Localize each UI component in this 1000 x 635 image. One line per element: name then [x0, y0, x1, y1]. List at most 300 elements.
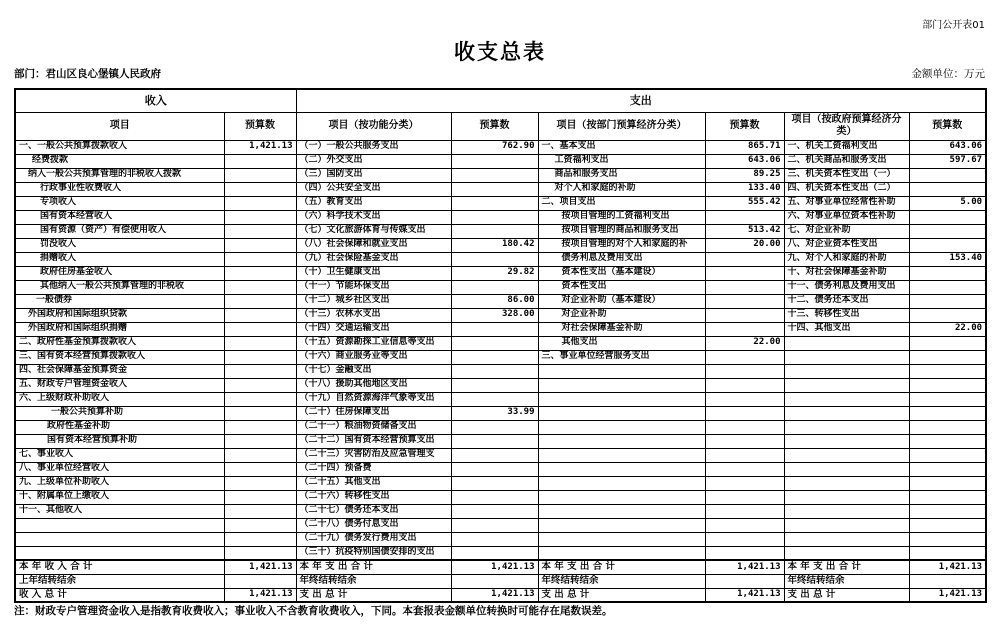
- functional-item-cell: （九）社会保险基金支出: [296, 252, 451, 266]
- income-item-cell: 捐赠收入: [15, 252, 224, 266]
- income-item-cell: 政府住房基金收入: [15, 266, 224, 280]
- dept-econ-item-cell: [538, 490, 705, 504]
- gov-econ-value-cell: 22.00: [909, 322, 986, 336]
- dept-econ-value-cell: [705, 280, 784, 294]
- income-item-cell: 外国政府和国际组织捐赠: [15, 322, 224, 336]
- dept-econ-item-cell: 对个人和家庭的补助: [538, 182, 705, 196]
- table-row: [15, 294, 986, 308]
- income-item-cell: 国有资本经营收入: [15, 210, 224, 224]
- dept-econ-value-cell: [705, 448, 784, 462]
- functional-item-cell: （二十七）债务还本支出: [296, 504, 451, 518]
- functional-item-cell: （十一）节能环保支出: [296, 280, 451, 294]
- functional-item-cell: （二十）住房保障支出: [296, 406, 451, 420]
- income-value-cell: [224, 420, 296, 434]
- col-header-dept-econ-budget: 预算数: [705, 112, 784, 140]
- page-title: 收支总表: [454, 40, 546, 64]
- income-item-cell: 十一、其他收入: [15, 504, 224, 518]
- income-value-cell: [224, 476, 296, 490]
- income-total-value-cell: 1,421.13: [224, 560, 296, 574]
- income-item-cell: [15, 532, 224, 546]
- doc-code-label: 部门公开表01: [922, 20, 985, 31]
- income-value-cell: [224, 546, 296, 560]
- gov-econ-item-cell: [784, 378, 909, 392]
- income-item-cell: 其他纳入一般公共预算管理的非税收: [15, 280, 224, 294]
- dept-econ-item-cell: [538, 448, 705, 462]
- income-value-cell: [224, 378, 296, 392]
- functional-item-cell: （四）公共安全支出: [296, 182, 451, 196]
- functional-item-cell: （二十八）债务付息支出: [296, 518, 451, 532]
- income-item-cell: 十、附属单位上缴收入: [15, 490, 224, 504]
- dept-econ-value-cell: 89.25: [705, 168, 784, 182]
- functional-item-cell: （二十五）其他支出: [296, 476, 451, 490]
- gov-econ-value-cell: [909, 476, 986, 490]
- functional-value-cell: 29.82: [451, 266, 538, 280]
- functional-item-cell: （二十三）灾害防治及应急管理支: [296, 448, 451, 462]
- income-value-cell: [224, 196, 296, 210]
- functional-value-cell: 328.00: [451, 308, 538, 322]
- gov-econ-item-cell: 五、对事业单位经常性补助: [784, 196, 909, 210]
- income-value-cell: 1,421.13: [224, 140, 296, 154]
- totals-row: [15, 588, 986, 602]
- gov-econ-item-cell: [784, 476, 909, 490]
- table-row: [15, 280, 986, 294]
- functional-value-cell: 180.42: [451, 238, 538, 252]
- gov-econ-item-cell: [784, 336, 909, 350]
- dept-econ-item-cell: 按项目管理的对个人和家庭的补: [538, 238, 705, 252]
- table-row: [15, 462, 986, 476]
- gov-econ-item-cell: 四、机关资本性支出（二）: [784, 182, 909, 196]
- income-value-cell: [224, 462, 296, 476]
- gov-econ-value-cell: [909, 378, 986, 392]
- table-row: [15, 546, 986, 560]
- gov-econ-item-cell: [784, 350, 909, 364]
- functional-value-cell: [451, 378, 538, 392]
- totals-row: [15, 560, 986, 574]
- functional-item-cell: （十）卫生健康支出: [296, 266, 451, 280]
- gov-econ-value-cell: [909, 406, 986, 420]
- functional-item-cell: （十五）资源勘探工业信息等支出: [296, 336, 451, 350]
- dept-econ-item-cell: [538, 378, 705, 392]
- income-item-cell: 纳入一般公共预算管理的非税收入拨款: [15, 168, 224, 182]
- functional-value-cell: [451, 462, 538, 476]
- gov-econ-value-cell: [909, 266, 986, 280]
- dept-econ-value-cell: [705, 378, 784, 392]
- gov-econ-item-cell: [784, 392, 909, 406]
- table-row: [15, 210, 986, 224]
- gov-econ-total-label-cell: 支 出 总 计: [784, 588, 909, 602]
- table-row: [15, 168, 986, 182]
- functional-value-cell: [451, 210, 538, 224]
- dept-econ-item-cell: 对社会保障基金补助: [538, 322, 705, 336]
- table-row: [15, 406, 986, 420]
- gov-econ-value-cell: [909, 448, 986, 462]
- gov-econ-item-cell: 一、机关工资福利支出: [784, 140, 909, 154]
- income-value-cell: [224, 168, 296, 182]
- table-row: [15, 266, 986, 280]
- functional-item-cell: （十三）农林水支出: [296, 308, 451, 322]
- functional-value-cell: [451, 196, 538, 210]
- functional-value-cell: [451, 224, 538, 238]
- income-value-cell: [224, 224, 296, 238]
- dept-econ-value-cell: [705, 546, 784, 560]
- income-value-cell: [224, 210, 296, 224]
- gov-econ-value-cell: [909, 532, 986, 546]
- functional-item-cell: （二十九）债务发行费用支出: [296, 532, 451, 546]
- dept-econ-value-cell: 22.00: [705, 336, 784, 350]
- table-row: [15, 350, 986, 364]
- dept-econ-value-cell: [705, 490, 784, 504]
- income-item-cell: 一般公共预算补助: [15, 406, 224, 420]
- meta-row: [14, 66, 985, 80]
- functional-value-cell: 762.90: [451, 140, 538, 154]
- income-value-cell: [224, 280, 296, 294]
- functional-item-cell: （十二）城乡社区支出: [296, 294, 451, 308]
- gov-econ-value-cell: [909, 490, 986, 504]
- dept-econ-item-cell: 商品和服务支出: [538, 168, 705, 182]
- income-value-cell: [224, 182, 296, 196]
- functional-item-cell: （二十六）转移性支出: [296, 490, 451, 504]
- gov-econ-item-cell: [784, 462, 909, 476]
- dept-econ-item-cell: 对企业补助: [538, 308, 705, 322]
- table-group-header-row: [15, 89, 986, 112]
- dept-econ-value-cell: 643.06: [705, 154, 784, 168]
- gov-econ-item-cell: [784, 420, 909, 434]
- functional-item-cell: （五）教育支出: [296, 196, 451, 210]
- income-item-cell: 国有资本经营预算补助: [15, 434, 224, 448]
- table-row: [15, 490, 986, 504]
- col-header-gov-econ-item: 项目（按政府预算经济分类）: [784, 112, 909, 140]
- gov-econ-value-cell: [909, 210, 986, 224]
- dept-econ-item-cell: 其他支出: [538, 336, 705, 350]
- functional-item-cell: （二十四）预备费: [296, 462, 451, 476]
- gov-econ-item-cell: [784, 518, 909, 532]
- income-total-value-cell: 1,421.13: [224, 588, 296, 602]
- department-label: 部门：君山区良心堡镇人民政府: [14, 68, 161, 80]
- dept-econ-item-cell: 资本性支出（基本建设）: [538, 266, 705, 280]
- dept-econ-value-cell: [705, 504, 784, 518]
- dept-econ-total-label-cell: 年终结转结余: [538, 574, 705, 588]
- dept-econ-item-cell: [538, 392, 705, 406]
- functional-value-cell: [451, 364, 538, 378]
- gov-econ-value-cell: [909, 364, 986, 378]
- dept-econ-value-cell: [705, 252, 784, 266]
- gov-econ-item-cell: [784, 532, 909, 546]
- dept-econ-value-cell: 20.00: [705, 238, 784, 252]
- gov-econ-value-cell: 5.00: [909, 196, 986, 210]
- income-value-cell: [224, 448, 296, 462]
- functional-value-cell: [451, 546, 538, 560]
- dept-econ-value-cell: [705, 434, 784, 448]
- gov-econ-value-cell: [909, 420, 986, 434]
- dept-econ-item-cell: 按项目管理的商品和服务支出: [538, 224, 705, 238]
- functional-value-cell: [451, 504, 538, 518]
- dept-econ-item-cell: 债务利息及费用支出: [538, 252, 705, 266]
- income-value-cell: [224, 294, 296, 308]
- functional-item-cell: （八）社会保障和就业支出: [296, 238, 451, 252]
- table-row: [15, 392, 986, 406]
- gov-econ-value-cell: [909, 182, 986, 196]
- functional-item-cell: （十六）商业服务业等支出: [296, 350, 451, 364]
- table-row: [15, 252, 986, 266]
- income-value-cell: [224, 364, 296, 378]
- gov-econ-value-cell: [909, 238, 986, 252]
- dept-econ-value-cell: [705, 532, 784, 546]
- income-item-cell: 六、上级财政补助收入: [15, 392, 224, 406]
- table-row: [15, 504, 986, 518]
- gov-econ-total-value-cell: 1,421.13: [909, 588, 986, 602]
- gov-econ-item-cell: 八、对企业资本性支出: [784, 238, 909, 252]
- dept-econ-value-cell: [705, 322, 784, 336]
- dept-econ-value-cell: [705, 364, 784, 378]
- functional-value-cell: [451, 336, 538, 350]
- col-header-income-budget: 预算数: [224, 112, 296, 140]
- dept-econ-item-cell: 对企业补助（基本建设）: [538, 294, 705, 308]
- dept-econ-item-cell: 一、基本支出: [538, 140, 705, 154]
- totals-row: [15, 574, 986, 588]
- income-total-value-cell: [224, 574, 296, 588]
- functional-total-value-cell: [451, 574, 538, 588]
- gov-econ-value-cell: [909, 546, 986, 560]
- gov-econ-value-cell: [909, 350, 986, 364]
- col-header-income-item: 项目: [15, 112, 224, 140]
- table-row: [15, 518, 986, 532]
- income-value-cell: [224, 518, 296, 532]
- gov-econ-item-cell: [784, 546, 909, 560]
- dept-econ-value-cell: [705, 420, 784, 434]
- gov-econ-item-cell: 十、对社会保障基金补助: [784, 266, 909, 280]
- functional-value-cell: [451, 182, 538, 196]
- dept-econ-item-cell: [538, 434, 705, 448]
- dept-econ-value-cell: 865.71: [705, 140, 784, 154]
- dept-econ-item-cell: [538, 504, 705, 518]
- expenditure-group-header: 支出: [296, 89, 986, 112]
- functional-item-cell: （十八）援助其他地区支出: [296, 378, 451, 392]
- gov-econ-item-cell: 七、对企业补助: [784, 224, 909, 238]
- dept-econ-value-cell: [705, 294, 784, 308]
- income-item-cell: 七、事业收入: [15, 448, 224, 462]
- functional-total-label-cell: 支 出 总 计: [296, 588, 451, 602]
- income-item-cell: 五、财政专户管理资金收入: [15, 378, 224, 392]
- gov-econ-value-cell: [909, 392, 986, 406]
- unit-label: 金额单位：万元: [911, 68, 985, 80]
- functional-value-cell: [451, 168, 538, 182]
- table-row: [15, 476, 986, 490]
- functional-item-cell: （二十二）国有资本经营预算支出: [296, 434, 451, 448]
- income-total-label-cell: 本 年 收 入 合 计: [15, 560, 224, 574]
- income-item-cell: 行政事业性收费收入: [15, 182, 224, 196]
- table-row: [15, 448, 986, 462]
- income-value-cell: [224, 308, 296, 322]
- income-item-cell: 外国政府和国际组织贷款: [15, 308, 224, 322]
- table-row: [15, 434, 986, 448]
- table-row: [15, 154, 986, 168]
- functional-value-cell: 86.00: [451, 294, 538, 308]
- functional-item-cell: （二）外交支出: [296, 154, 451, 168]
- dept-econ-item-cell: 二、项目支出: [538, 196, 705, 210]
- income-value-cell: [224, 406, 296, 420]
- functional-value-cell: [451, 322, 538, 336]
- table-row: [15, 308, 986, 322]
- dept-econ-value-cell: 133.40: [705, 182, 784, 196]
- dept-econ-total-value-cell: 1,421.13: [705, 560, 784, 574]
- gov-econ-item-cell: 六、对事业单位资本性补助: [784, 210, 909, 224]
- gov-econ-item-cell: [784, 490, 909, 504]
- income-group-header: 收入: [15, 89, 296, 112]
- income-value-cell: [224, 350, 296, 364]
- functional-value-cell: [451, 434, 538, 448]
- dept-econ-item-cell: [538, 462, 705, 476]
- dept-econ-item-cell: [538, 420, 705, 434]
- functional-value-cell: [451, 490, 538, 504]
- dept-econ-value-cell: [705, 406, 784, 420]
- income-value-cell: [224, 532, 296, 546]
- income-item-cell: 经费拨款: [15, 154, 224, 168]
- income-item-cell: 政府性基金补助: [15, 420, 224, 434]
- gov-econ-value-cell: 153.40: [909, 252, 986, 266]
- income-value-cell: [224, 490, 296, 504]
- gov-econ-total-value-cell: 1,421.13: [909, 560, 986, 574]
- gov-econ-item-cell: 二、机关商品和服务支出: [784, 154, 909, 168]
- functional-item-cell: （七）文化旅游体育与传媒支出: [296, 224, 451, 238]
- gov-econ-value-cell: [909, 336, 986, 350]
- income-item-cell: 三、国有资本经营预算拨款收入: [15, 350, 224, 364]
- income-value-cell: [224, 252, 296, 266]
- functional-item-cell: （三十）抗疫特别国债安排的支出: [296, 546, 451, 560]
- income-item-cell: 九、上级单位补助收入: [15, 476, 224, 490]
- dept-econ-item-cell: [538, 406, 705, 420]
- gov-econ-item-cell: 九、对个人和家庭的补助: [784, 252, 909, 266]
- table-row: [15, 182, 986, 196]
- dept-econ-item-cell: 资本性支出: [538, 280, 705, 294]
- functional-item-cell: （十九）自然资源海洋气象等支出: [296, 392, 451, 406]
- gov-econ-item-cell: [784, 364, 909, 378]
- functional-item-cell: （三）国防支出: [296, 168, 451, 182]
- dept-econ-value-cell: [705, 210, 784, 224]
- dept-econ-value-cell: 555.42: [705, 196, 784, 210]
- dept-econ-item-cell: 按项目管理的工资福利支出: [538, 210, 705, 224]
- gov-econ-value-cell: [909, 434, 986, 448]
- functional-value-cell: [451, 392, 538, 406]
- income-item-cell: 一、一般公共预算拨款收入: [15, 140, 224, 154]
- functional-total-label-cell: 本 年 支 出 合 计: [296, 560, 451, 574]
- dept-econ-item-cell: 工资福利支出: [538, 154, 705, 168]
- dept-econ-value-cell: 513.42: [705, 224, 784, 238]
- table-row: [15, 322, 986, 336]
- gov-econ-value-cell: [909, 308, 986, 322]
- gov-econ-value-cell: [909, 168, 986, 182]
- dept-econ-value-cell: [705, 462, 784, 476]
- gov-econ-value-cell: [909, 224, 986, 238]
- gov-econ-value-cell: 597.67: [909, 154, 986, 168]
- functional-item-cell: （十四）交通运输支出: [296, 322, 451, 336]
- col-header-dept-econ-item: 项目（按部门预算经济分类）: [538, 112, 705, 140]
- gov-econ-item-cell: [784, 448, 909, 462]
- table-column-header-row: [15, 112, 986, 140]
- income-item-cell: [15, 546, 224, 560]
- functional-value-cell: [451, 532, 538, 546]
- table-row: [15, 532, 986, 546]
- functional-total-label-cell: 年终结转结余: [296, 574, 451, 588]
- functional-value-cell: [451, 154, 538, 168]
- income-total-label-cell: 上年结转结余: [15, 574, 224, 588]
- functional-value-cell: 33.99: [451, 406, 538, 420]
- dept-econ-item-cell: [538, 546, 705, 560]
- income-item-cell: 罚没收入: [15, 238, 224, 252]
- dept-econ-item-cell: [538, 532, 705, 546]
- col-header-gov-econ-budget: 预算数: [909, 112, 986, 140]
- gov-econ-value-cell: [909, 504, 986, 518]
- gov-econ-item-cell: 十四、其他支出: [784, 322, 909, 336]
- dept-econ-value-cell: [705, 518, 784, 532]
- functional-value-cell: [451, 252, 538, 266]
- functional-value-cell: [451, 476, 538, 490]
- gov-econ-item-cell: [784, 504, 909, 518]
- dept-econ-total-value-cell: 1,421.13: [705, 588, 784, 602]
- income-value-cell: [224, 266, 296, 280]
- gov-econ-item-cell: [784, 406, 909, 420]
- table-row: [15, 420, 986, 434]
- income-item-cell: 二、政府性基金预算拨款收入: [15, 336, 224, 350]
- dept-econ-item-cell: 三、事业单位经营服务支出: [538, 350, 705, 364]
- income-value-cell: [224, 238, 296, 252]
- gov-econ-item-cell: 十二、债务还本支出: [784, 294, 909, 308]
- budget-summary-table: [14, 88, 987, 603]
- gov-econ-value-cell: [909, 280, 986, 294]
- functional-value-cell: [451, 448, 538, 462]
- income-item-cell: 国有资源（资产）有偿使用收入: [15, 224, 224, 238]
- dept-econ-total-label-cell: 本 年 支 出 合 计: [538, 560, 705, 574]
- functional-value-cell: [451, 518, 538, 532]
- dept-econ-item-cell: [538, 476, 705, 490]
- table-row: [15, 196, 986, 210]
- income-value-cell: [224, 322, 296, 336]
- gov-econ-value-cell: [909, 294, 986, 308]
- gov-econ-value-cell: [909, 518, 986, 532]
- income-item-cell: 专项收入: [15, 196, 224, 210]
- functional-value-cell: [451, 420, 538, 434]
- table-row: [15, 140, 986, 154]
- dept-econ-value-cell: [705, 392, 784, 406]
- gov-econ-total-label-cell: 本 年 支 出 合 计: [784, 560, 909, 574]
- functional-value-cell: [451, 350, 538, 364]
- dept-econ-value-cell: [705, 308, 784, 322]
- gov-econ-item-cell: 十一、债务利息及费用支出: [784, 280, 909, 294]
- functional-item-cell: （六）科学技术支出: [296, 210, 451, 224]
- functional-item-cell: （一）一般公共服务支出: [296, 140, 451, 154]
- income-total-label-cell: 收 入 总 计: [15, 588, 224, 602]
- income-item-cell: 四、社会保障基金预算资金: [15, 364, 224, 378]
- gov-econ-item-cell: 十三、转移性支出: [784, 308, 909, 322]
- table-row: [15, 224, 986, 238]
- functional-total-value-cell: 1,421.13: [451, 588, 538, 602]
- functional-value-cell: [451, 280, 538, 294]
- income-value-cell: [224, 434, 296, 448]
- gov-econ-value-cell: 643.06: [909, 140, 986, 154]
- dept-econ-total-label-cell: 支 出 总 计: [538, 588, 705, 602]
- functional-item-cell: （二十一）粮油物资储备支出: [296, 420, 451, 434]
- gov-econ-total-value-cell: [909, 574, 986, 588]
- income-value-cell: [224, 392, 296, 406]
- dept-econ-value-cell: [705, 350, 784, 364]
- gov-econ-item-cell: 三、机关资本性支出（一）: [784, 168, 909, 182]
- dept-econ-value-cell: [705, 476, 784, 490]
- table-row: [15, 238, 986, 252]
- col-header-functional-item: 项目（按功能分类）: [296, 112, 451, 140]
- dept-econ-item-cell: [538, 518, 705, 532]
- table-row: [15, 364, 986, 378]
- income-item-cell: 八、事业单位经营收入: [15, 462, 224, 476]
- footnote: 注：财政专户管理资金收入是指教育收费收入；事业收入不含教育收费收入，下同。本套报表金额单位转换时可能存在尾数误差。: [14, 605, 613, 617]
